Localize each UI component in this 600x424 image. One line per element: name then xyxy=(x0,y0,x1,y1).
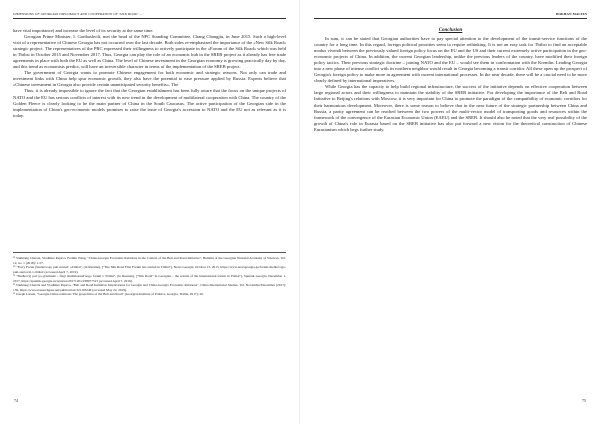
paragraph: Thus, it is already impossible to ignore the fact that the Georgian establishment has been fully aware that the focus on the unique projects of NATO and the EU has serious conflicts of interest with its new trend in the development of multilateral cooperation with China. The country of the Golden Fleece is clearly looking to be the main partner of China in the South Caucasus. The active participation of the Georgian side in the implementation of China's geo-economic models promises to raise the issue of Georgia's accession to NATO and the EU not as relevant as it is today. xyxy=(13,88,286,118)
page-number-left: 74 xyxy=(14,398,18,403)
paragraph: have vital importance) and increase the level of its security at the same time. xyxy=(13,28,154,33)
right-page xyxy=(300,0,600,424)
footnote: ²⁰ "Forry Forun (Szelkovogo puti started: «Tbilisi", (in Russian), ["The Silk Road First Forum has started in Tbilisi"], News Georgia, October 15, 2015, https://www.newsgeorgia.ge/forum-shelkovogo-puti-startoval-v-tbilisi/ (accessed April 7, 2019). xyxy=(13,265,286,274)
paragraph: Georgian Prime Minister, I. Garibashvili, met the head of the NPC Standing Committee, Chang Changjiu, in June 2015. Such a high-level visit of a representative of Chinese Georgia has not occurred over the last decade. Both sides re-emphasized the importance of the «New Silk Road» strategic project. The representatives of the PRC expressed their willingness to actively participate in the «Forum of the Silk Road» which was held in Tbilisi in October 2015 and November 2017. Thus, Georgia can play the role of an economic hub in the SREB project as it already has free trade agreements in place with both the EU as well as China. The level of Chinese investment in the Georgian economy is growing practically day by day, and this trend as economists predict, will have an irreversible character in terms of the implementation of the SREB project. xyxy=(13,34,286,70)
footnote: ²² Vakhtang Charaia and Vladimer Papava, "Belt and Road Initiative: Implications for Georgia and China-Georgia Economic Relations", China International Studies, Vol. November/December (2017): 139, https://www.researchgate.net/publication/321193249 (accessed May 22, 2019). xyxy=(13,283,286,292)
footnote: ²³ Joseph Larsen, "Georgia-China relations: The geopolitics of the Belt and Road" (Georgian Institute of Politics, Georgia, Tbilisi, 2017): 20. xyxy=(13,292,204,297)
footnote: ²¹ "Shelkovyj put' po-gruzinski – flagi institutsional'nogo forum v Tbilisi", (in Russian), ["Silk Road" in Georgian – the results of the international forum in Tbilisi"], Sputnik Georgia, December 1, 2017, https://sputnik-georgia.ru/reviews/20171201/238077313 (accessed April 7, 2019). xyxy=(13,274,286,283)
footnotes xyxy=(13,252,286,297)
page-number-right: 75 xyxy=(582,398,586,403)
running-head-left: DIMENSIONS OF GEORGIAN DIPLOMACY AND COOPERATION OF 'SILK ROAD' ... xyxy=(13,12,286,19)
running-head-right: BOKHAN MALYIN xyxy=(314,12,587,19)
paragraph: In sum, it can be stated that Georgian authorities have to pay special attention to the development of the transit-service functions of the country for a long time. In this regard, foreign political priorities seem to require rethinking. It is not an easy task for Tbilisi to find an acceptable modus vivendi between the previously valued foreign policy focus on the EU and the US and their current extremely active participation in the geo-economic projects of China. In addition, the current Georgian leadership, unlike the previous leaders of the country, have modified their foreign policy tactics. Their previous strategic doctrine – joining NATO and the EU – would see them in confrontation with the Kremlin. Leading Georgia into a new phase of intense conflict with its northern neighbor would result in Georgia becoming a transit corridor. All these open up the prospect of Georgia's foreign policy to make more in agreement with current international processes. In the near decade, there will be a crucial need to be more clearly defined by international imperatives. xyxy=(314,36,587,84)
paragraph: The government of Georgia wants to promote Chinese engagement for both economic and strategic reasons. Not only can trade and investment links with China help spur economic growth, they also have the potential to ease pressure applied by Russia. Experts believe that «Chinese investment in Georgia also provide certain unanticipated security benefits». The xyxy=(13,70,286,88)
footnote: ¹⁹ Vakhtang Charaia, Vladimer Papava, Fermin Wang, "China-Georgia Economic Relations in the Context of the Belt and Road Initiative", Bulletin of the Georgian National Academy of Sciences, Vol. 12, no. 1 (2018): 1-57. xyxy=(13,256,286,265)
section-heading: Conclusion xyxy=(438,28,463,33)
left-body-text xyxy=(13,28,286,119)
paragraph: While Georgia has the capacity to help build regional infrastructure, the success of the initiative depends on effective cooperation between large regional actors and their willingness to maintain the stability of the SREB initiative. For developing the importance of the Belt and Road Initiative to Beijing's relations with Moscow, it is very important for China to promote the paradigm of the compatibility of economic corridors for their harmonious development. Moreover, there is some reason to believe that in the near future of the strategic partnership between China and Russia, a parity agreement can be reached between the two powers of the multi-vector model of transporting goods and resources within the framework of the convergence of the Eurasian Economic Union (EAEU) and the SREB. It should also be noted that the very real possibility of the growth of China's role in Eurasia based on the SREB initiative has also put forward a new vision for the theoretical construction of Chinese Eurasianism which begs further study. xyxy=(314,84,587,132)
right-body-text xyxy=(314,36,587,133)
